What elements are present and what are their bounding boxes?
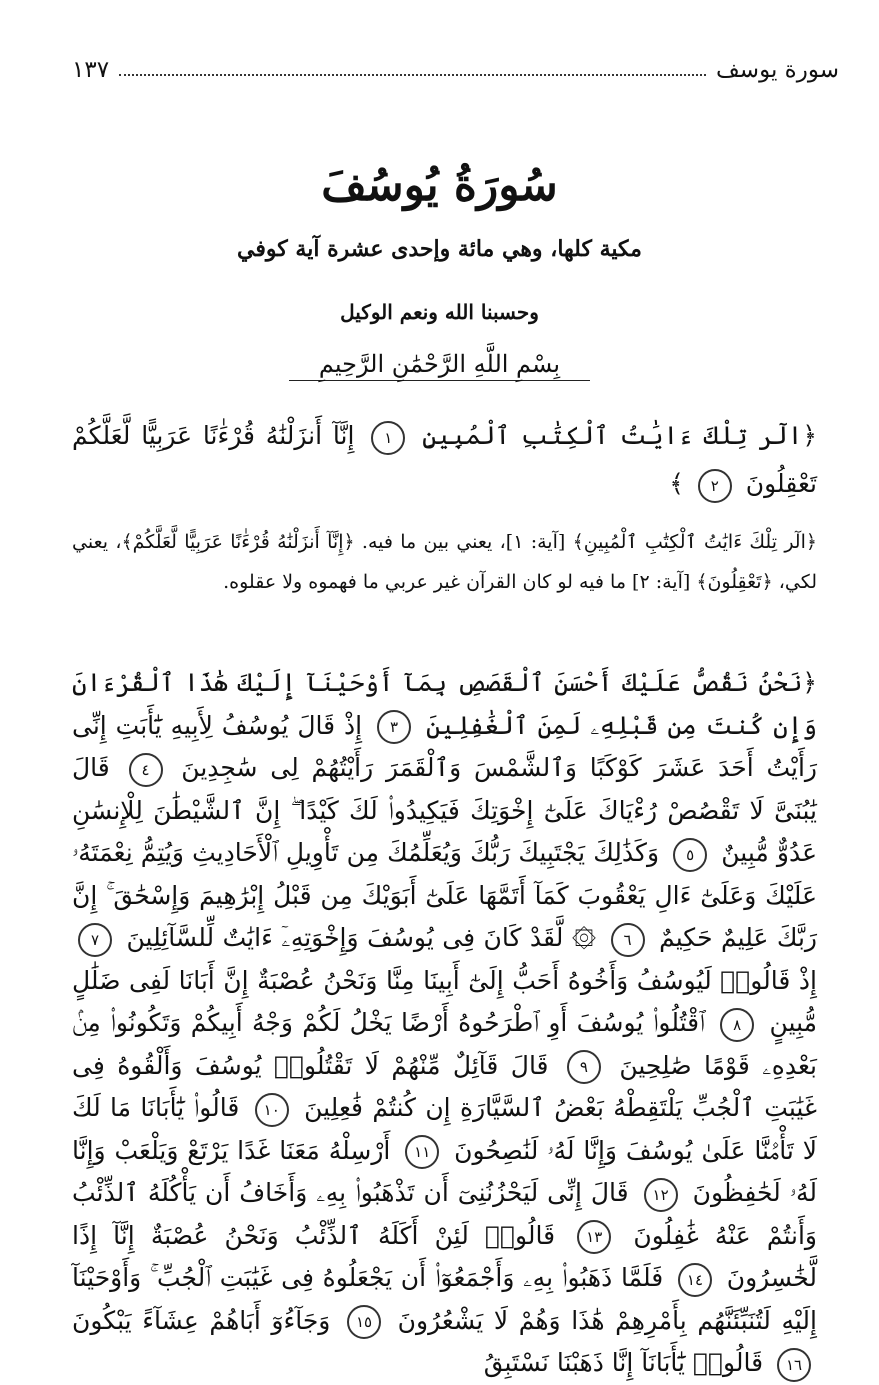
verse-text: قَالُوا۟ يَٰٓأَبَانَا مَا لَكَ لَا تَأْمَ۫نَّا عَلَىٰ يُوسُفَ وَإِنَّا لَهُۥ لَنَٰصِحُونَ: [72, 1093, 817, 1165]
ayah-number-marker: ٧: [78, 923, 112, 957]
verse-text: ﴿الٓر تِلْكَ ءَايَٰتُ ٱلْكِتَٰبِ ٱلْمُبِينِ: [422, 421, 818, 450]
ayah-number-marker: ٦: [611, 923, 645, 957]
verse-text: إِذْ قَالَ يُوسُفُ لِأَبِيهِ يَٰٓأَبَتِ إِنِّى رَأَيْتُ أَحَدَ عَشَرَ كَوْكَبًا وَٱلشَّمْسَ وَٱلْقَمَرَ رَأَيْتُهُمْ لِى سَٰجِدِينَ: [72, 710, 817, 782]
ayah-number-marker: ١٥: [347, 1305, 381, 1339]
ayah-number-marker: ١٠: [255, 1093, 289, 1127]
hasbuna-line: وحسبنا الله ونعم الوكيل: [340, 300, 539, 324]
ayah-number-marker: ١١: [405, 1135, 439, 1169]
header-dotted-leader: [119, 74, 706, 76]
verse-close-bracket: ﴾: [669, 469, 684, 498]
ayah-number-marker: ٥: [673, 838, 707, 872]
verse-text: ٱقْتُلُوا۟ يُوسُفَ أَوِ ٱطْرَحُوهُ أَرْضًا يَخْلُ لَكُمْ وَجْهُ أَبِيكُمْ وَتَكُونُوا۟ مِنۢ بَعْدِهِۦ قَوْمًا صَٰلِحِينَ: [72, 1008, 817, 1080]
ayah-number-marker: ٣: [377, 710, 411, 744]
ayah-number-marker: ٤: [129, 753, 163, 787]
verse-text: قَالُوا۟ يَٰٓأَبَانَآ إِنَّا ذَهَبْنَا نَسْتَبِقُ: [483, 1348, 764, 1377]
tafsir-commentary: ﴿الٓر تِلْكَ ءَايَٰتُ ٱلْكِتَٰبِ ٱلْمُبِينِ﴾ [آية: ١]، يعني بين ما فيه. ﴿إِنَّآ أَنزَلْنَٰهُ قُرْءَٰنًا عَرَبِيًّا لَّعَلَّكُمْ﴾، يعني لكي، ﴿تَعْقِلُونَ﴾ [آية: ٢] ما فيه لو كان القرآن غير عربي ما فهموه ولا عقلوه.: [72, 531, 817, 593]
verse-text: ۞ لَّقَدْ كَانَ فِى يُوسُفَ وَإِخْوَتِهِۦٓ ءَايَٰتٌ لِّلسَّآئِلِينَ: [126, 923, 597, 952]
basmala-text: بِسْمِ اللَّهِ الرَّحْمَٰنِ الرَّحِيمِ: [289, 350, 590, 381]
ayah-number-marker: ١٦: [777, 1348, 811, 1382]
ayah-number-marker: ١٣: [577, 1220, 611, 1254]
ayah-number-marker: ٨: [720, 1008, 754, 1042]
ayah-number-marker: ٩: [567, 1050, 601, 1084]
ayah-number-marker: ٢: [698, 469, 732, 503]
verse-text: قَالُوا۟ لَئِنْ أَكَلَهُ ٱلذِّئْبُ وَنَحْنُ عُصْبَةٌ إِنَّآ إِذًا لَّخَٰسِرُونَ: [72, 1220, 817, 1292]
quran-verses-block-2: [72, 662, 817, 1385]
ayah-number-marker: ١٢: [644, 1178, 678, 1212]
verse-text: إِذْ قَالُوا۟ لَيُوسُفُ وَأَخُوهُ أَحَبُّ إِلَىٰٓ أَبِينَا مِنَّا وَنَحْنُ عُصْبَةٌ إِنَّ أَبَانَا لَفِى ضَلَٰلٍ مُّبِينٍ: [72, 965, 818, 1037]
sura-subtitle: مكية كلها، وهي مائة وإحدى عشرة آية كوفي: [237, 236, 642, 262]
running-header: [72, 52, 839, 88]
page-number: ١٣٧: [72, 57, 110, 83]
verse-text: قَالَ يَٰبُنَىَّ لَا تَقْصُصْ رُءْيَاكَ عَلَىٰٓ إِخْوَتِكَ فَيَكِيدُوا۟ لَكَ كَيْدًا ۖ إِنَّ ٱلشَّيْطَٰنَ لِلْإِنسَٰنِ عَدُوٌّ مُّبِينٌ: [72, 753, 818, 867]
verse-text: وَكَذَٰلِكَ يَجْتَبِيكَ رَبُّكَ وَيُعَلِّمُكَ مِن تَأْوِيلِ ٱلْأَحَادِيثِ وَيُتِمُّ نِعْمَتَهُۥ عَلَيْكَ وَعَلَىٰٓ ءَالِ يَعْقُوبَ كَمَآ أَتَمَّهَا عَلَىٰٓ أَبَوَيْكَ مِن قَبْلُ إِبْرَٰهِيمَ وَإِسْحَٰقَ ۚ إِنَّ رَبَّكَ عَلِيمٌ حَكِيمٌ: [72, 838, 817, 952]
verse-text: أَرْسِلْهُ مَعَنَا غَدًا يَرْتَعْ وَيَلْعَبْ وَإِنَّا لَهُۥ لَحَٰفِظُونَ: [72, 1135, 818, 1207]
sura-title: سُورَةُ يُوسُفَ: [321, 160, 558, 211]
verse-text: قَالَ قَآئِلٌ مِّنْهُمْ لَا تَقْتُلُوا۟ يُوسُفَ وَأَلْقُوهُ فِى غَيَٰبَتِ ٱلْجُبِّ يَلْتَقِطْهُ بَعْضُ ٱلسَّيَّارَةِ إِن كُنتُمْ فَٰعِلِينَ: [72, 1050, 817, 1122]
verse-text: قَالَ إِنِّى لَيَحْزُنُنِىٓ أَن تَذْهَبُوا۟ بِهِۦ وَأَخَافُ أَن يَأْكُلَهُ ٱلذِّئْبُ وَأَنتُمْ عَنْهُ غَٰفِلُونَ: [72, 1178, 817, 1250]
header-sura-name: سورة يوسف: [716, 57, 839, 83]
verse-text: وَجَآءُوٓ أَبَاهُمْ عِشَآءً يَبْكُونَ: [72, 1305, 331, 1335]
verse-text: إِنَّآ أَنزَلْنَٰهُ قُرْءَٰنًا عَرَبِيًّا لَّعَلَّكُمْ تَعْقِلُونَ: [72, 421, 817, 498]
verse-text: ﴿نَحْنُ نَقُصُّ عَلَيْكَ أَحْسَنَ ٱلْقَصَصِ بِمَآ أَوْحَيْنَآ إِلَيْكَ هَٰذَا ٱلْقُرْءَانَ وَإِن كُنتَ مِن قَبْلِهِۦ لَمِنَ ٱلْغَٰفِلِينَ: [72, 668, 818, 740]
ayah-number-marker: ١٤: [678, 1263, 712, 1297]
verse-text: فَلَمَّا ذَهَبُوا۟ بِهِۦ وَأَجْمَعُوٓا۟ أَن يَجْعَلُوهُ فِى غَيَٰبَتِ ٱلْجُبِّ ۚ وَأَوْحَيْنَآ إِلَيْهِ لَتُنَبِّئَنَّهُم بِأَمْرِهِمْ هَٰذَا وَهُمْ لَا يَشْعُرُونَ: [72, 1263, 817, 1335]
ayah-number-marker: ١: [371, 421, 405, 455]
quran-verses-block-1: [72, 412, 817, 508]
basmala: [0, 350, 879, 378]
